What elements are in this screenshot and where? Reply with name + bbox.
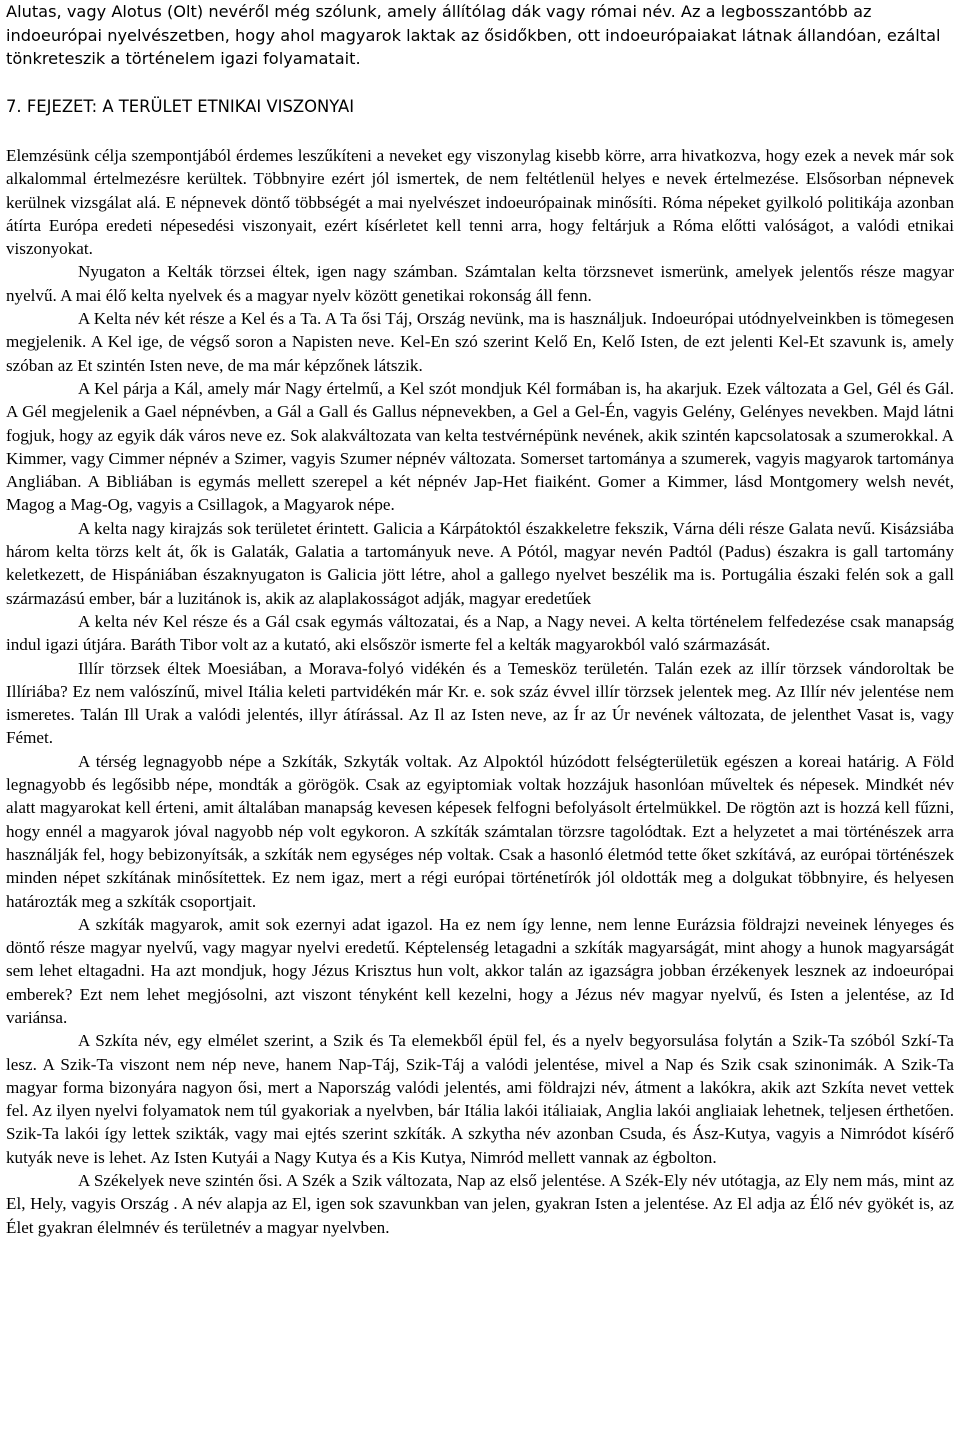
body-paragraph: A kelta név Kel része és a Gál csak egymás változatai, és a Nap, a Nagy nevei. A kelta történelem felfedezése csak manapság indul igazi útjára. Baráth Tibor volt az a kutató, aki elsőször ismerte fel a kelták magyarokból való származását.	[6, 611, 954, 655]
chapter-body	[6, 144, 954, 1239]
body-paragraph: A Kel párja a Kál, amely már Nagy értelmű, a Kel szót mondjuk Kél formában is, ha akarjuk. Ezek változata a Gel, Gél és Gál. A Gél megjelenik a Gael népnévben, a Gál a Gall és Gallus népnevekben, a Gel a Gel-Én, vagyis Gelény, Gelényes nevekben. Majd látni fogjuk, hogy az egyik dák város neve ez. Sok alakváltozata van kelta testvérnépünk nevének, akik szintén kapcsolatosak a szumerokkal. A Kimmer, vagy Cimmer népnév a Szimer, vagyis Szumer népnév változata. Somerset tartománya a szumerek, vagyis magyarok tartománya Angliában. A Bibliában is egymás mellett szerepel a két népnév Jap-Het fiaiként. Gomer a Kimmer, lásd Montgomery welsh nevét, Magog a Mag-Og, vagyis a Csillagok, a Magyarok népe.	[6, 378, 954, 515]
body-paragraph: Nyugaton a Kelták törzsei éltek, igen nagy számban. Számtalan kelta törzsnevet ismerünk, amelyek jelentős része magyar nyelvű. A mai élő kelta nyelvek és a magyar nyelv között genetikai rokonság áll fenn.	[6, 262, 954, 305]
body-paragraph: A kelta nagy kirajzás sok területet érintett. Galicia a Kárpátoktól északkeletre fekszik, Várna déli része Galata nevű. Kisázsiába három kelta törzs kelt át, ők is Galaták, Galatia a tartományuk neve. A Pótól, magyar nevén Padtól (Padus) északra is gall tartomány keletkezett, de Hispániában északnyugaton is Galicia jött létre, ahol a gallego nyelvet beszélik ma is. Portugália északi felén sok a gall származású ember, bár a luzitánok is, akik az alaplakosságot adják, magyar eredetűek	[6, 518, 954, 608]
body-paragraph: A térség legnagyobb népe a Szkíták, Szkyták voltak. Az Alpoktól húzódott felségterületük egészen a koreai határig. A Föld legnagyobb és legősibb népe, mondták a görögök. Csak az egyiptomiak voltak hozzájuk hasonlóan műveltek és népesek. Mindkét név alatt magyarokat kell érteni, amit általában manapság kevesen képesek felfogni befolyásolt értelmükkel. De rögtön azt is hozzá kell fűzni, hogy ennél a magyarok jóval nagyobb nép volt egykoron. A szkíták számtalan törzsre tagolódtak. Ezt a helyzetet a mai történészek arra használják fel, hogy bebizonyítsák, a szkíták nem egységes nép voltak. Csak a hasonló életmód tette őket szkítává, az európai történészek minden népet szkítának minősítettek. Ez nem igaz, mert a régi európai történetírók jól oldották meg a dolgukat többnyire, és helyesen határozták meg a szkíták csoportjait.	[6, 751, 954, 911]
body-paragraph: A szkíták magyarok, amit sok ezernyi adat igazol. Ha ez nem így lenne, nem lenne Eurázsia földrajzi neveinek lényeges és döntő része magyar nyelvű, vagy magyar nyelvi eredetű. Képtelenség letagadni a szkíták magyarságát, mint ahogy a hunok magyarságát sem lehet eltagadni. Ha azt mondjuk, hogy Jézus Krisztus hun volt, akkor talán az igazságra jobban érzékenyek lesznek az indoeurópai emberek? Ezt nem lehet megjósolni, azt viszont tényként kell kezelni, hogy a Jézus név magyar nyelvű, és Isten a jelentése, az Id variánsa.	[6, 914, 954, 1027]
intro-paragraph: Alutas, vagy Alotus (Olt) nevéről még szólunk, amely állítólag dák vagy római név. Az a legbosszantóbb az indoeurópai nyelvészetben, hogy ahol magyarok laktak az ősidőkben, ott indoeurópaiakat látnak állandóan, ezáltal tönkreteszik a történelem igazi folyamatait.	[6, 2, 941, 69]
chapter-heading: 7. FEJEZET: A TERÜLET ETNIKAI VISZONYAI	[6, 97, 355, 116]
body-paragraph: Elemzésünk célja szempontjából érdemes leszűkíteni a neveket egy viszonylag kisebb körre, arra hivatkozva, hogy ezek a nevek már sok alkalommal értelmezésre kerültek. Többnyire ezért jól ismertek, de nem feltétlenül helyes e nevek értelmezése. Elsősorban népnevek kerülnek vizsgálat alá. E népnevek döntő többségét a mai nyelvészet indoeurópainak minősíti. Róma népeket gyilkoló politikája azonban átírta Európa eredeti népesedési viszonyait, ezért kísérletet kell tenni arra, hogy feltárjuk a Róma előtti valóságot, a valódi etnikai viszonyokat.	[6, 146, 954, 259]
body-paragraph: Illír törzsek éltek Moesiában, a Morava-folyó vidékén és a Temesköz területén. Talán ezek az illír törzsek vándoroltak be Illíriába? Ez nem valószínű, mivel Itália keleti partvidékén már Kr. e. sok száz évvel illír törzsek jelentek meg. Az Illír név jelentése nem ismeretes. Talán Ill Urak a valódi jelentés, illyr átírással. Az Il az Isten neve, az Ír az Úr nevének változata, de jelenthet Vasat is, vagy Fémet.	[6, 658, 954, 748]
body-paragraph: A Szkíta név, egy elmélet szerint, a Szik és Ta elemekből épül fel, és a nyelv begyorsulása folytán a Szik-Ta szóból Szkí-Ta lesz. A Szik-Ta viszont nem nép neve, hanem Nap-Táj, Szik-Táj a valódi jelentése, mivel a Nap és Szik csak szinonimák. A Szik-Ta magyar forma bizonyára nagyon ősi, mert a Napország valódi jelentés, ami földrajzi név, átment a lakókra, akik azt Szkíta nevet vettek fel. Az ilyen nyelvi folyamatok nem túl gyakoriak a nyelvben, bár Itália lakói itáliaiak, Anglia lakói angliaiak lehetnek, teljesen érthetően. Szik-Ta lakói így lettek szikták, vagy mai ejtés szerint szkíták. A szkytha név azonban Csuda, és Ász-Kutya, vagyis a Nimródot kísérő kutyák neve is lehet. Az Isten Kutyái a Nagy Kutya és a Kis Kutya, Nimród mellett vannak az égbolton.	[6, 1031, 954, 1167]
body-paragraph: A Székelyek neve szintén ősi. A Szék a Szik változata, Nap az első jelentése. A Szék-Ely név utótagja, az Ely nem más, mint az El, Hely, vagyis Ország . A név alapja az El, igen sok szavunkban van jelen, gyakran Isten a jelentése. Az El adja az Élő név gyökét is, az Élet gyakran élelmnév és területnév a magyar nyelvben.	[6, 1171, 954, 1237]
body-paragraph: A Kelta név két része a Kel és a Ta. A Ta ősi Táj, Ország nevünk, ma is használjuk. Indoeurópai utódnyelveinkben is tömegesen megjelenik. A Kel ige, de végső soron a Napisten neve. Kel-En szó szerint Kelő En, Kelő Isten, de ezt jelenti Kel-Et szavunk is, amely szóban az Et szintén Isten neve, de ma már képzőnek látszik.	[6, 309, 954, 375]
